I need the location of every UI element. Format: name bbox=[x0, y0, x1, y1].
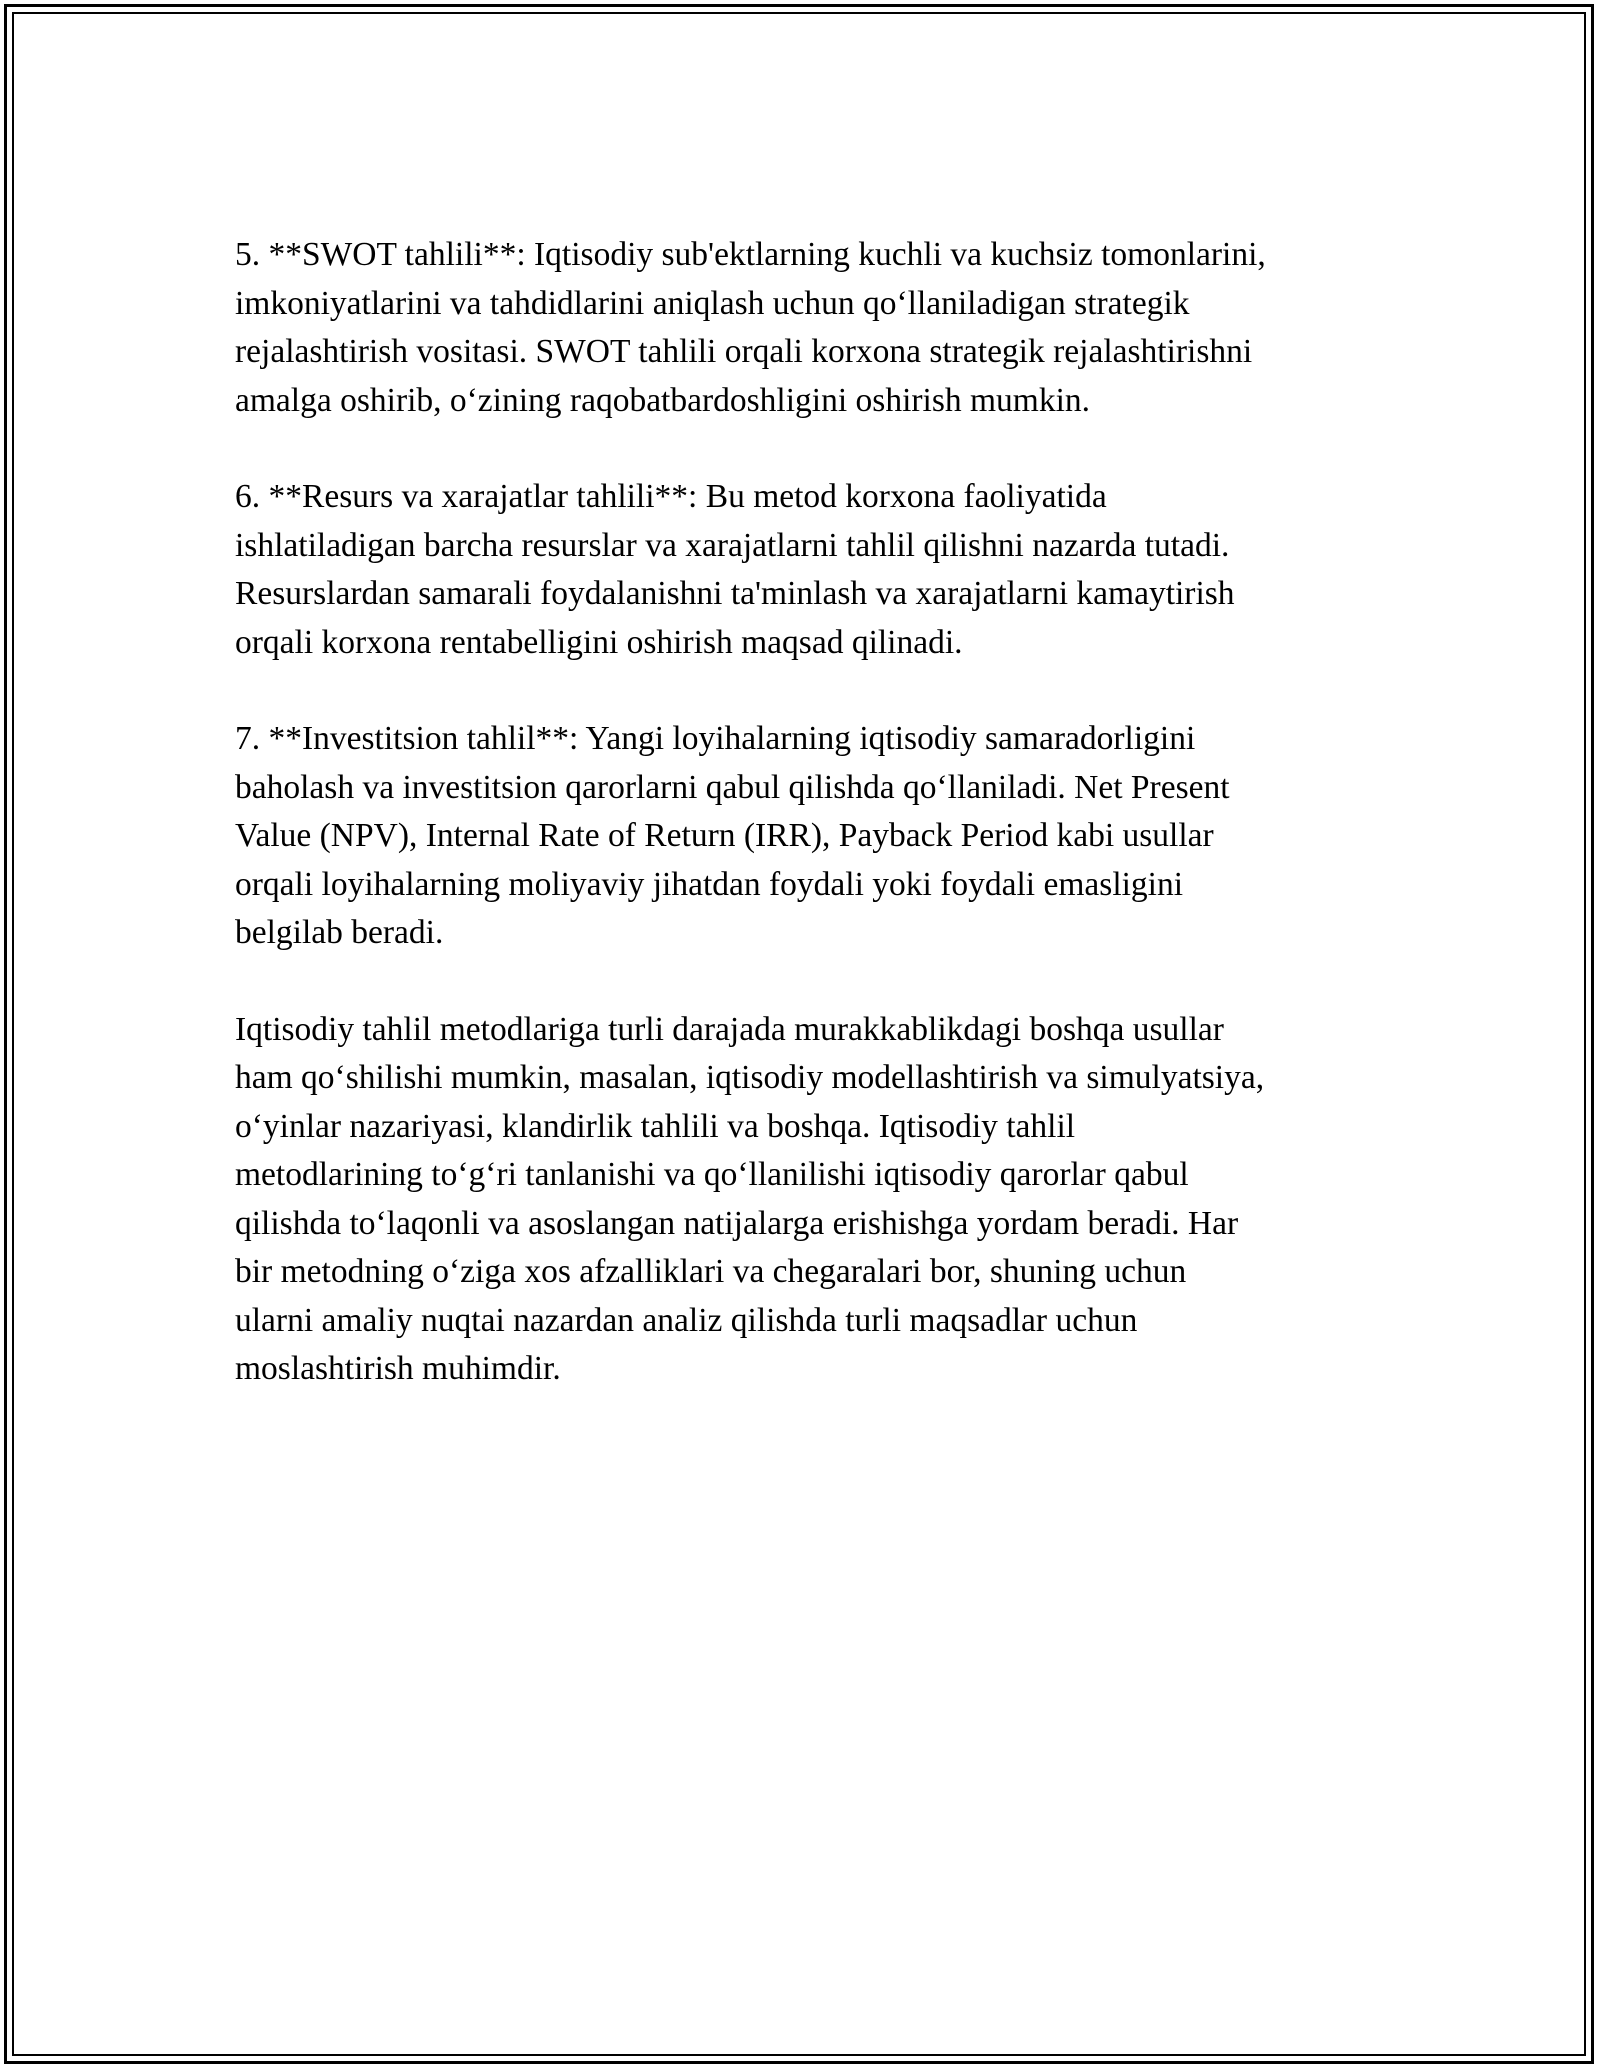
document-body bbox=[235, 231, 1385, 1394]
paragraph-investment-analysis: 7. **Investitsion tahlil**: Yangi loyihalarning iqtisodiy samaradorligini baholash va investitsion qarorlarni qabul qilishda qo‘llaniladi. Net Present Value (NPV), Internal Rate of Return (IRR), Payback Period kabi usullar orqali loyihalarning moliyaviy jihatdan foydali yoki foydali emasligini belgilab beradi. bbox=[235, 720, 1230, 951]
paragraph-resource-cost-analysis: 6. **Resurs va xarajatlar tahlili**: Bu metod korxona faoliyatida ishlatiladigan barcha resurslar va xarajatlarni tahlil qilishni nazarda tutadi. Resurslardan samarali foydalanishni ta'minlash va xarajatlarni kamaytirish orqali korxona rentabelligini oshirish maqsad qilinadi. bbox=[235, 478, 1235, 661]
paragraph-swot-analysis: 5. **SWOT tahlili**: Iqtisodiy sub'ektlarning kuchli va kuchsiz tomonlarini, imkoniyatlarini va tahdidlarini aniqlash uchun qo‘llaniladigan strategik rejalashtirish vositasi. SWOT tahlili orqali korxona strategik rejalashtirishni amalga oshirib, o‘zining raqobatbardoshligini oshirish mumkin. bbox=[235, 236, 1266, 419]
paragraph-conclusion: Iqtisodiy tahlil metodlariga turli darajada murakkablikdagi boshqa usullar ham qo‘shilishi mumkin, masalan, iqtisodiy modellashtirish va simulyatsiya, o‘yinlar nazariyasi, klandirlik tahlili va boshqa. Iqtisodiy tahlil metodlarining to‘g‘ri tanlanishi va qo‘llanilishi iqtisodiy qarorlar qabul qilishda to‘laqonli va asoslangan natijalarga erishishga yordam beradi. Har bir metodning o‘ziga xos afzalliklari va chegaralari bor, shuning uchun ularni amaliy nuqtai nazardan analiz qilishda turli maqsadlar uchun moslashtirish muhimdir. bbox=[235, 1010, 1265, 1387]
